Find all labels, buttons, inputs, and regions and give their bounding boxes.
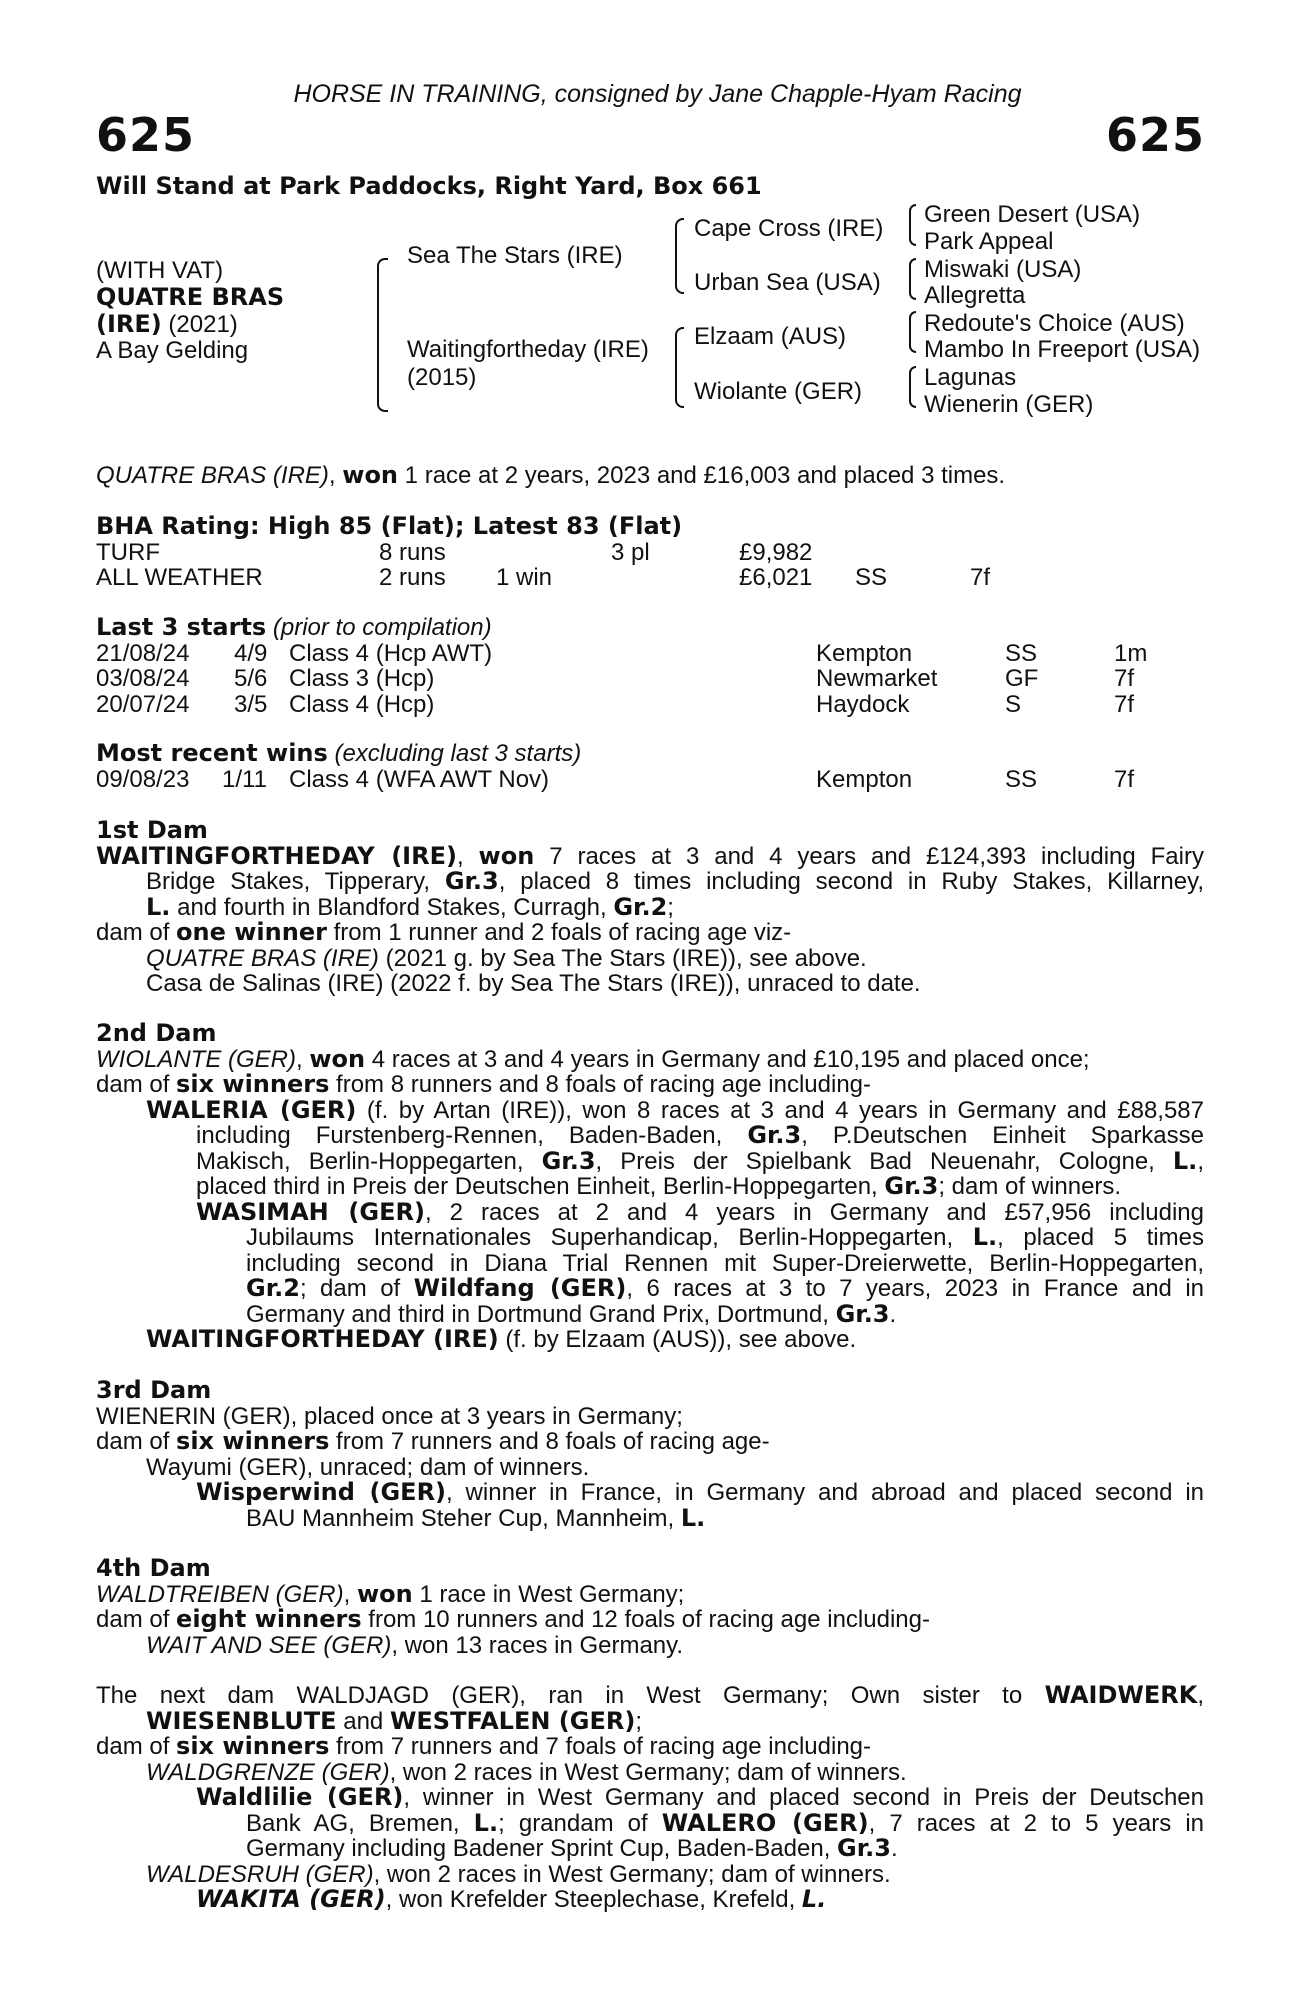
stand-location: Will Stand at Park Paddocks, Right Yard, Box 661 <box>96 172 762 200</box>
consignor-header: HORSE IN TRAINING, consigned by Jane Chapple-Hyam Racing <box>293 80 1022 108</box>
fourth-dam-section: 4th Dam WALDTREIBEN (GER), won 1 race in West Germany; dam of eight winners from 10 runners and 12 foals of racing age including- WAIT AND SEE (GER), won 13 races in Germany. <box>96 1556 1204 1658</box>
summary-name: QUATRE BRAS (IRE) <box>96 462 329 489</box>
second-dam-section: 2nd Dam WIOLANTE (GER), won 4 races at 3 and 4 years in Germany and £10,195 and placed once; dam of six winners from 8 runners and 8 foals of racing age including- WALERIA (GER) (f. by Artan (IRE)), won 8 races at 3 and 4 years in Germany and £88,587 including Furstenberg-Rennen, Baden-Baden, Gr.3, P.Deutschen Einheit Sparkasse Makisch, Berlin-Hoppegarten, Gr.3, Preis der Spielbank Bad Neuenahr, Cologne, L., placed third in Preis der Deutschen Einheit, Berlin-Hoppegarten, Gr.3; dam of winners. WASIMAH (GER), 2 races at 2 and 4 years in Germany and £57,956 including Jubilaums Internationales Superhandicap, Berlin-Hoppegarten, L., placed 5 times including second in Diana Trial Rennen mit Super-Dreierwette, Berlin-Hoppegarten, Gr.2; dam of Wildfang (GER), 6 races at 3 to 7 years, 2023 in France and in Germany and third in Dortmund Grand Prix, Dortmund, Gr.3. WAITINGFORTHEDAY (IRE) (f. by Elzaam (AUS)), see above. <box>96 1019 1205 1353</box>
pedigree-brace-dam <box>675 327 684 408</box>
start-row: 03/08/24 5/6 Class 3 (Hcp) Newmarket GF 7f <box>96 665 1135 692</box>
horse-description: A Bay Gelding <box>96 337 249 364</box>
rating-row: ALL WEATHER 2 runs 1 win £6,021 SS 7f <box>96 564 991 591</box>
pedigree-sire: Sea The Stars (IRE) <box>407 242 623 269</box>
lot-number-left: 625 <box>96 108 196 162</box>
pedigree-sire-dam: Urban Sea (USA) <box>694 269 881 296</box>
horse-country-year <box>96 310 238 339</box>
pedigree-brace-sd <box>909 258 916 300</box>
first-dam-title: 1st Dam <box>96 816 208 844</box>
pedigree-dam-dam: Wiolante (GER) <box>694 378 863 405</box>
pedigree-g7: Lagunas <box>924 364 1017 391</box>
pedigree-g8: Wienerin (GER) <box>924 391 1094 418</box>
horse-country: (IRE) <box>96 310 162 338</box>
pedigree-g1: Green Desert (USA) <box>924 201 1141 228</box>
third-dam-section: 3rd Dam WIENERIN (GER), placed once at 3 years in Germany; dam of six winners from 7 runners and 8 foals of racing age- Wayumi (GER), unraced; dam of winners. Wisperwind (GER), winner in France, in Germany and abroad and placed second in BAU Mannheim Steher Cup, Mannheim, L. <box>96 1376 1204 1532</box>
pedigree-dam-year: (2015) <box>407 364 477 391</box>
race-summary: QUATRE BRAS (IRE), won 1 race at 2 years, 2023 and £16,003 and placed 3 times. <box>96 461 1006 489</box>
win-row: 09/08/23 1/11 Class 4 (WFA AWT Nov) Kempton SS 7f <box>96 765 1135 793</box>
lot-number-right: 625 <box>1105 108 1205 162</box>
third-dam-title: 3rd Dam <box>96 1376 212 1404</box>
next-dam-section: The next dam WALDJAGD (GER), ran in West Germany; Own sister to WAIDWERK, WIESENBLUTE and WESTFALEN (GER); dam of six winners from 7 runners and 7 foals of racing age including- WALDGRENZE (GER), won 2 races in West Germany; dam of winners. Waldlilie (GER), winner in West Germany and placed second in Preis der Deutschen Bank AG, Bremen, L.; grandam of WALERO (GER), 7 races at 2 to 5 years in Germany including Badener Sprint Cup, Baden-Baden, Gr.3. WALDESRUH (GER), won 2 races in West Germany; dam of winners. WAKITA (GER), won Krefelder Steeplechase, Krefeld, L. <box>96 1681 1205 1913</box>
pedigree-brace-sire <box>675 218 684 294</box>
rating-row: TURF 8 runs 3 pl £9,982 <box>96 538 813 566</box>
last-starts-section: Last 3 starts (prior to compilation) 21/08/24 4/9 Class 4 (Hcp AWT) Kempton SS 1m 03/08/24 5/6 Class 3 (Hcp) Newmarket GF 7f 20/07/24 3/5 Class 4 (Hcp) Haydock S 7f <box>96 615 1204 717</box>
pedigree-brace-ds <box>909 311 916 353</box>
pedigree-brace-main <box>377 258 388 412</box>
pedigree-g4: Allegretta <box>924 282 1026 309</box>
fourth-dam-title: 4th Dam <box>96 1554 211 1582</box>
pedigree-brace-ss <box>909 204 916 246</box>
rating-title: BHA Rating: High 85 (Flat); Latest 83 (Flat) <box>96 512 683 540</box>
vat-note: (WITH VAT) <box>96 257 224 284</box>
start-row: 21/08/24 4/9 Class 4 (Hcp AWT) Kempton SS 1m <box>96 639 1148 667</box>
recent-wins-title: Most recent wins <box>96 739 328 767</box>
second-dam-title: 2nd Dam <box>96 1019 217 1047</box>
recent-wins-section: Most recent wins (excluding last 3 starts) 09/08/23 1/11 Class 4 (WFA AWT Nov) Kempton SS 7f <box>96 741 1204 792</box>
pedigree-g5: Redoute's Choice (AUS) <box>924 310 1185 337</box>
last-starts-title: Last 3 starts <box>96 613 267 641</box>
horse-name: QUATRE BRAS <box>96 283 285 311</box>
pedigree-dam: Waitingfortheday (IRE) <box>407 336 649 363</box>
pedigree-g3: Miswaki (USA) <box>924 256 1082 283</box>
pedigree-brace-dd <box>909 366 916 408</box>
start-row: 20/07/24 3/5 Class 4 (Hcp) Haydock S 7f <box>96 690 1135 718</box>
horse-year: (2021) <box>161 311 238 338</box>
pedigree-g6: Mambo In Freeport (USA) <box>924 336 1201 363</box>
pedigree-g2: Park Appeal <box>924 228 1054 255</box>
pedigree-dam-sire: Elzaam (AUS) <box>694 323 847 350</box>
rating-section <box>96 514 1204 591</box>
first-dam-section: 1st Dam WAITINGFORTHEDAY (IRE), won 7 races at 3 and 4 years and £124,393 including Fairy Bridge Stakes, Tipperary, Gr.3, placed 8 times including second in Ruby Stakes, Killarney, L. and fourth in Blandford Stakes, Curragh, Gr.2; dam of one winner from 1 runner and 2 foals of racing age viz- QUATRE BRAS (IRE) (2021 g. by Sea The Stars (IRE)), see above. Casa de Salinas (IRE) (2022 f. by Sea The Stars (IRE)), unraced to date. <box>96 816 1204 997</box>
pedigree-sire-sire: Cape Cross (IRE) <box>694 215 884 242</box>
